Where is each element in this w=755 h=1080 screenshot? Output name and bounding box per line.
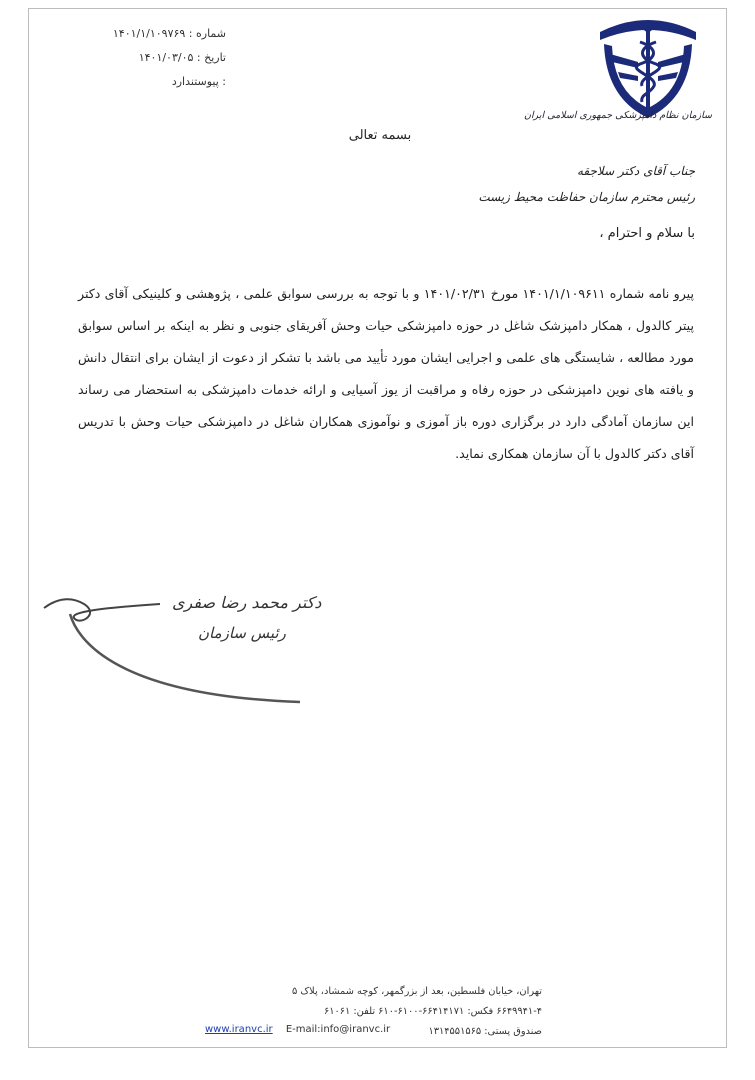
addressee-title: رئیس محترم سازمان حفاظت محیط زیست [478, 190, 695, 204]
addressee-name: جناب آقای دکتر سلاجقه [577, 164, 695, 178]
signatory-name: دکتر محمد رضا صفری [172, 593, 322, 612]
website-link[interactable]: www.iranvc.ir [205, 1024, 273, 1035]
email-address[interactable]: E-mail:info@iranvc.ir [285, 1024, 391, 1035]
footer-phones: ۶۶۴۹۹۴۱-۴ فکس: ۶۶۴۱۴۱۷۱-۶۱۰۰-۶۱۰ تلفن: ۶۱۰۶۱ [323, 1006, 542, 1017]
signatory-title: رئیس سازمان [198, 624, 286, 642]
addressee-block [478, 158, 695, 210]
letter-number: شماره : ۱۴۰۱/۱/۱۰۹۷۶۹ [112, 27, 226, 40]
logo-caption: سازمان نظام دامپزشکی جمهوری اسلامی ایران [524, 110, 712, 121]
letter-body: پیرو نامه شماره ۱۴۰۱/۱/۱۰۹۶۱۱ مورخ ۱۴۰۱/۰۲/۳۱ و با توجه به بررسی سوابق علمی ، پژوهشی و کلینیکی آقای دکتر پیتر کالدول ، همکار دامپزشک شاغل در حوزه دامپزشکی حیات وحش آفریقای جنوبی و نظر به اینکه بر اساس سوابق مورد مطالعه ، شایستگی های علمی و اجرایی ایشان مورد تأیید می باشد با تشکر از دعوت از ایشان برای انتقال دانش و یافته های نوین دامپزشکی در حوزه رفاه و مراقبت از یوز آسیایی و ارائه خدمات دامپزشکی به استحضار می رساند این سازمان آمادگی دارد در برگزاری دوره باز آموزی و نوآموزی همکاران شاغل در دامپزشکی حیات وحش با تدریس آقای دکتر کالدول با آن سازمان همکاری نماید. [78, 286, 694, 461]
letter-attachment: : پیوستندارد [171, 75, 226, 88]
letter-date: تاریخ : ۱۴۰۱/۰۳/۰۵ [138, 51, 226, 64]
greeting: با سلام و احترام ، [599, 226, 695, 241]
letter-metadata [76, 22, 226, 94]
footer-pobox: صندوق پستی: ۱۳۱۴۵۵۱۵۶۵ [428, 1026, 542, 1037]
footer-contact-row [205, 1024, 545, 1035]
footer-address: تهران، خیابان فلسطین، بعد از بزرگمهر، کوچه شمشاد، پلاک ۵ [291, 986, 542, 997]
bismillah-heading: بسمه تعالی [348, 128, 412, 143]
